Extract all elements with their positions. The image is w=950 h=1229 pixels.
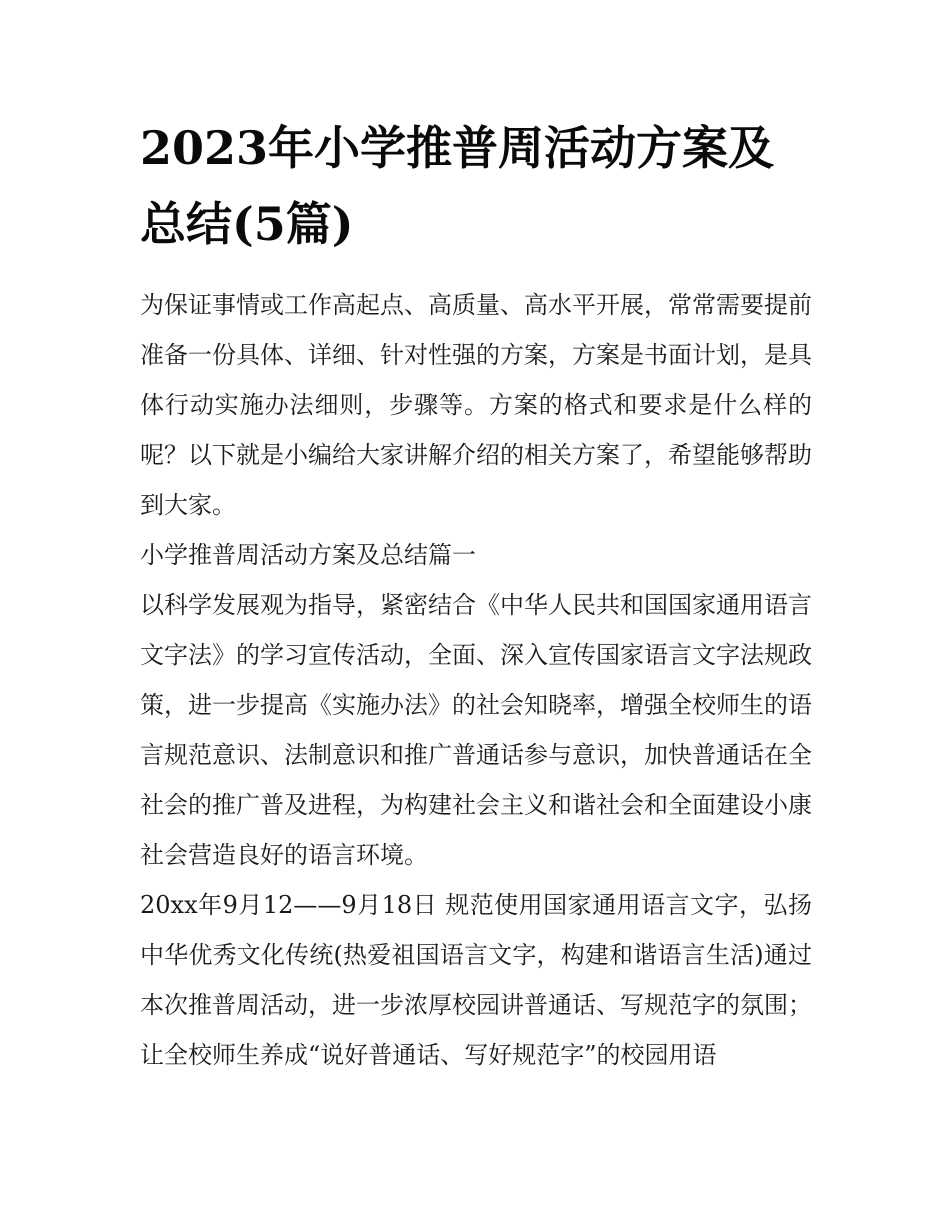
document-title: 2023年小学推普周活动方案及总结(5篇) bbox=[140, 121, 775, 251]
document-page bbox=[140, 110, 812, 1080]
intro-paragraph: 为保证事情或工作高起点、高质量、高水平开展，常常需要提前准备一份具体、详细、针对性强的方案，方案是书面计划，是具体行动实施办法细则，步骤等。方案的格式和要求是什么样的呢？以下就是小编给大家讲解介绍的相关方案了，希望能够帮助到大家。 bbox=[140, 291, 812, 519]
event-paragraph: 20xx年9月12——9月18日 规范使用国家通用语言文字，弘扬中华优秀文化传统(热爱祖国语言文字，构建和谐语言生活)通过本次推普周活动，进一步浓厚校园讲普通话、写规范字的氛围；让全校师生养成“说好普通话、写好规范字”的校园用语 bbox=[140, 891, 812, 1069]
section-heading: 小学推普周活动方案及总结篇一 bbox=[140, 541, 476, 569]
guiding-paragraph: 以科学发展观为指导，紧密结合《中华人民共和国国家通用语言文字法》的学习宣传活动，全面、深入宣传国家语言文字法规政策，进一步提高《实施办法》的社会知晓率，增强全校师生的语言规范意识、法制意识和推广普通话参与意识，加快普通话在全社会的推广普及进程，为构建社会主义和谐社会和全面建设小康社会营造良好的语言环境。 bbox=[140, 591, 812, 869]
